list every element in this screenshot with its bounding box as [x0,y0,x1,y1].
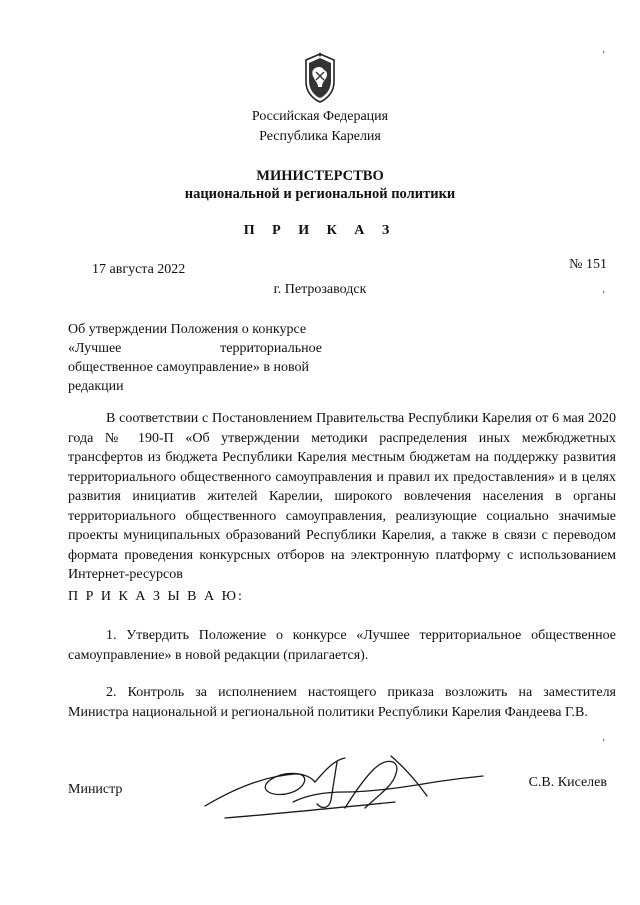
order-item-2: 2. Контроль за исполнением настоящего приказа возложить на заместителя Министра национальной и региональной политики Республики Карелия Фандеева Г.В. [68,685,616,720]
signatory-name: С.В. Киселев [528,775,607,790]
scan-mark: ‚ [602,284,606,295]
preamble-paragraph: В соответствии с Постановлением Правительства Республики Карелия от 6 мая 2020 года № 190-П «Об утверждении методики распределения иных межбюджетных трансфертов из бюджета Республики Карелия местным бюджетам на поддержку развития территориального общественного самоуправления и правил их предоставления» и в целях развития инициатив жителей Карелии, широкого вовлечения населения в органы территориального общественного самоуправления, реализующие социально значимые проекты муниципальных образований Республики Карелия, а также в связи с переводом формата проведения конкурсных отборов на электронную платформу с использованием Интернет-ресурсов [68,411,616,582]
document-subject [68,320,322,396]
ministry-title: МИНИСТЕРСТВО [256,168,384,184]
ministry-subtitle: национальной и региональной политики [184,186,456,202]
document-number: № 151 [569,257,607,272]
order-heading: П Р И К А З Ы В А Ю: [68,589,244,604]
subject-line: общественное самоуправление» в новой [68,360,309,375]
signatory-position: Министр [68,782,123,797]
document-city: г. Петрозаводск [273,282,367,297]
document-date: 17 августа 2022 [92,262,186,277]
document-type: П Р И К А З [243,223,397,238]
subject-line: «Лучшее территориальное [68,341,322,356]
handwritten-signature [195,748,485,823]
scan-mark: ‚ [602,732,606,743]
coat-of-arms-emblem [300,52,340,104]
country-name: Российская Федерация [251,109,389,124]
republic-name: Республика Карелия [259,129,381,144]
subject-line: Об утверждении Положения о конкурсе [68,322,307,337]
subject-line: редакции [68,379,124,394]
order-item-1: 1. Утвердить Положение о конкурсе «Лучшее территориальное общественное самоуправление» в новой редакции (прилагается). [68,628,616,663]
scan-mark: ‚ [602,44,606,55]
